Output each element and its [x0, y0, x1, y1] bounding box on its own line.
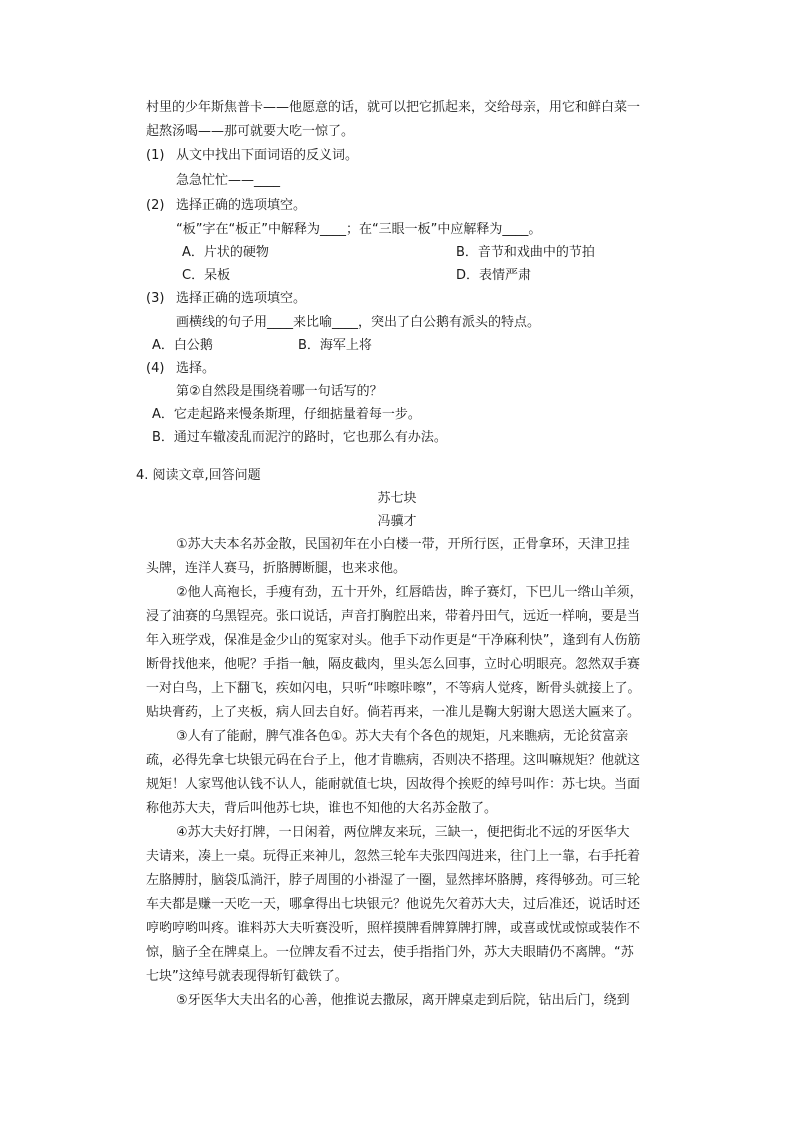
sub-question-stem: 选择。: [176, 361, 216, 376]
article-title: 苏七块: [377, 491, 417, 506]
sub-question-number: (1): [146, 148, 165, 163]
paragraph-line: 年入班学戏，保准是金少山的冤家对头。他手下动作更是“干净麻利快”，逢到有人伤筋: [146, 633, 641, 648]
sub-question-number: (2): [146, 198, 165, 213]
option-d: D．表情严肃: [456, 268, 532, 283]
paragraph-line: 规矩！人家骂他认钱不认人，能耐就值七块，因故得个挨贬的绰号叫作：苏七块。当面: [146, 777, 641, 792]
question-prompt: 第②自然段是围绕着哪一句话写的？: [176, 384, 383, 399]
paragraph-line: 头牌，连洋人赛马，折胳膊断腿，也来求他。: [146, 561, 407, 576]
sub-question-stem: 选择正确的选项填空。: [176, 198, 307, 213]
sub-question-stem: 从文中找出下面词语的反义词。: [176, 148, 359, 163]
option-a: A．片状的硬物: [182, 245, 269, 260]
article-author: 冯骥才: [377, 514, 417, 529]
paragraph-line: 哼哟哼哟叫疼。谁料苏大夫听赛没听，照样摸牌看牌算牌打牌，或喜或忧或惊或装作不: [146, 921, 641, 936]
option-b: B．音节和戏曲中的节拍: [456, 245, 595, 260]
paragraph-line: 断骨找他来，他呢？手指一触，隔皮截肉，里头怎么回事，立时心明眼亮。忽然双手赛: [146, 657, 641, 672]
antonym-item: 急急忙忙——____: [176, 173, 281, 188]
sub-question-number: (3): [146, 291, 165, 306]
paragraph-line: 一对白鸟，上下翻飞，疾如闪电，只听“咔嚓咔嚓”，不等病人觉疼，断骨头就接上了。: [146, 681, 641, 696]
option-a: A．白公鹅: [152, 338, 213, 353]
paragraph-line: ②他人高袍长，手瘦有劲，五十开外，红唇皓齿，眸子赛灯，下巴儿一绺山羊须，: [176, 585, 643, 600]
option-c: C．呆板: [182, 268, 231, 283]
paragraph-line: 左胳膊肘，脑袋瓜淌汗，脖子周围的小褂湿了一圈，显然摔坏胳膊，疼得够劲。可三轮: [146, 873, 641, 888]
intro-line-1: 村里的少年斯焦普卡——他愿意的话，就可以把它抓起来，交给母亲，用它和鲜白菜一: [146, 100, 641, 115]
fill-prompt: 画横线的句子用____来比喻____，突出了白公鹅有派头的特点。: [176, 315, 541, 330]
option-b: B．通过车辙凌乱而泥泞的路时，它也那么有办法。: [152, 430, 447, 445]
question-heading: 4. 阅读文章,回答问题: [136, 468, 261, 483]
paragraph-line: ④苏大夫好打牌，一日闲着，两位牌友来玩，三缺一，便把街北不远的牙医华大: [176, 825, 630, 840]
fill-prompt: “板”字在“板正”中解释为____；在“三眼一板”中应解释为____。: [176, 222, 542, 237]
intro-line-2: 起熬汤喝——那可就要大吃一惊了。: [146, 124, 355, 139]
paragraph-line: 疏，必得先拿七块银元码在台子上，他才肯瞧病，否则决不搭理。这叫嘛规矩？他就这: [146, 753, 641, 768]
paragraph-line: ①苏大夫本名苏金散，民国初年在小白楼一带，开所行医，正骨拿环，天津卫挂: [176, 537, 630, 552]
sub-question-number: (4): [146, 361, 165, 376]
paragraph-line: 贴块膏药，上了夹板，病人回去自好。倘若再来，一准儿是鞠大躬谢大恩送大匾来了。: [146, 705, 641, 720]
paragraph-line: ⑤牙医华大夫出名的心善，他推说去撒尿，离开牌桌走到后院，钻出后门，绕到: [176, 993, 630, 1008]
option-a: A．它走起路来慢条斯理，仔细掂量着每一步。: [152, 407, 421, 422]
option-b: B．海军上将: [298, 338, 372, 353]
paragraph-line: 称他苏大夫，背后叫他苏七块，谁也不知他的大名苏金散了。: [146, 801, 498, 816]
paragraph-line: 夫请来，凑上一桌。玩得正来神儿，忽然三轮车夫张四闯进来，往门上一靠，右手托着: [146, 849, 641, 864]
paragraph-line: 车夫都是赚一天吃一天，哪拿得出七块银元？他说先欠着苏大夫，过后准还，说话时还: [146, 897, 641, 912]
paragraph-line: 七块”这绰号就表现得斩钉截铁了。: [146, 969, 348, 984]
paragraph-line: ③人有了能耐，脾气准各色①。苏大夫有个各色的规矩，凡来瞧病，无论贫富亲: [176, 729, 629, 744]
sub-question-stem: 选择正确的选项填空。: [176, 291, 307, 306]
paragraph-line: 惊，脑子全在牌桌上。一位牌友看不过去，使手指指门外，苏大夫眼睛仍不离牌。“苏: [146, 945, 634, 960]
paragraph-line: 浸了油赛的乌黑锃亮。张口说话，声音打胸腔出来，带着丹田气，远近一样响，要是当: [146, 609, 641, 624]
